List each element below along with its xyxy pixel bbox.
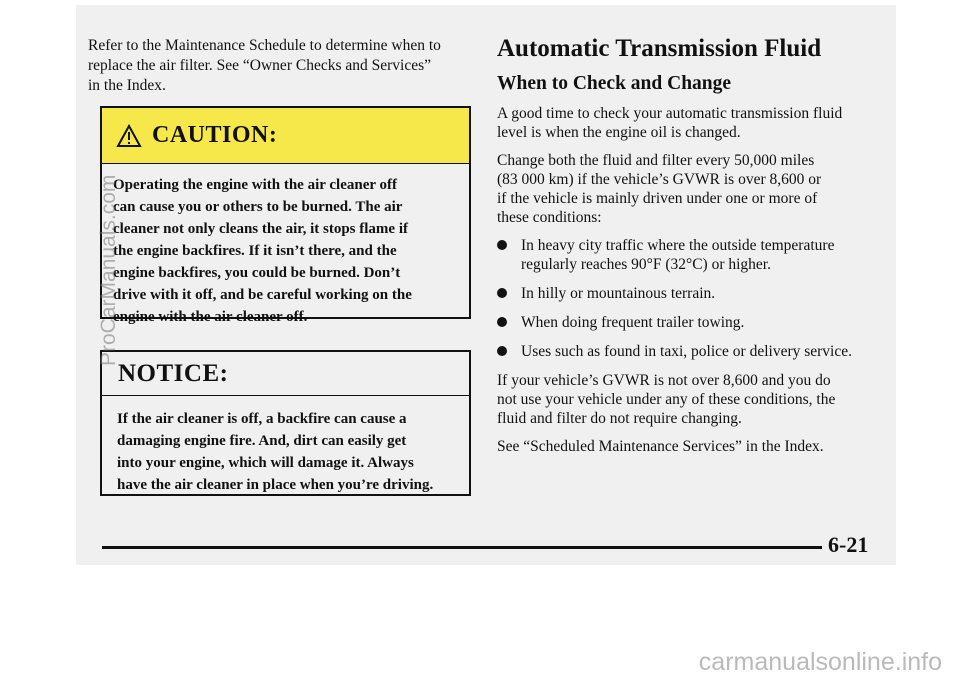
text-line: have the air cleaner in place when you’re driving.: [117, 477, 434, 493]
text-line: In heavy city traffic where the outside temperature: [521, 237, 835, 254]
bottom-watermark: carmanualsonline.info: [698, 648, 942, 676]
paragraph: [497, 151, 877, 227]
page-number: 6-21: [828, 532, 869, 557]
transmission-fluid-section: [497, 34, 877, 465]
conditions-list: [497, 236, 877, 361]
text-line: in the Index.: [88, 77, 166, 94]
bullet-icon: [497, 317, 507, 327]
text-line: replace the air filter. See “Owner Checks and Services”: [88, 57, 431, 74]
bullet-icon: [497, 240, 507, 250]
paragraph: [497, 371, 877, 428]
caution-text: [102, 164, 469, 328]
intro-paragraph: [88, 36, 468, 96]
notice-title: NOTICE:: [118, 359, 229, 387]
text-line: cleaner not only cleans the air, it stops flame if: [113, 221, 408, 237]
text-line: if the vehicle is mainly driven under one or more of: [497, 190, 818, 207]
text-line: (83 000 km) if the vehicle’s GVWR is over 8,600 or: [497, 171, 822, 188]
section-subtitle: When to Check and Change: [497, 73, 732, 94]
warning-triangle-icon: [116, 124, 142, 148]
text-line: Uses such as found in taxi, police or delivery service.: [521, 343, 853, 360]
text-line: engine with the air cleaner off.: [113, 309, 308, 325]
text-line: regularly reaches 90°F (32°C) or higher.: [521, 256, 771, 273]
list-item: [497, 284, 877, 303]
text-line: damaging engine fire. And, dirt can easily get: [117, 433, 407, 449]
section-title: Automatic Transmission Fluid: [497, 35, 822, 62]
text-line: these conditions:: [497, 209, 602, 226]
notice-header: [102, 352, 469, 396]
list-item: [497, 342, 877, 361]
text-line: Refer to the Maintenance Schedule to determine when to: [88, 37, 441, 54]
text-line: into your engine, which will damage it. Always: [117, 455, 414, 471]
notice-text: [102, 396, 469, 496]
watermark-text: ProCarManuals.com: [97, 174, 120, 366]
list-item: [497, 313, 877, 332]
text-line: the engine backfires. If it isn’t there, and the: [113, 243, 397, 259]
caution-box: [100, 106, 471, 325]
list-item: [497, 236, 877, 274]
text-line: level is when the engine oil is changed.: [497, 124, 741, 141]
text-line: engine backfires, you could be burned. Don’t: [113, 265, 401, 281]
text-line: A good time to check your automatic transmission fluid: [497, 105, 843, 122]
text-line: Change both the fluid and filter every 50,000 miles: [497, 152, 815, 169]
footer-rule: [102, 546, 822, 549]
text-line: If your vehicle’s GVWR is not over 8,600 and you do: [497, 372, 831, 389]
text-line: fluid and filter do not require changing.: [497, 410, 742, 427]
paragraph: [497, 104, 877, 142]
text-line: In hilly or mountainous terrain.: [521, 285, 716, 302]
text-line: If the air cleaner is off, a backfire can cause a: [117, 411, 407, 427]
text-line: drive with it off, and be careful working on the: [113, 287, 412, 303]
text-line: See “Scheduled Maintenance Services” in the Index.: [497, 438, 824, 455]
notice-box: [100, 350, 471, 496]
text-line: When doing frequent trailer towing.: [521, 314, 745, 331]
text-line: can cause you or others to be burned. The air: [113, 199, 403, 215]
text-line: not use your vehicle under any of these conditions, the: [497, 391, 836, 408]
text-line: Operating the engine with the air cleaner off: [113, 177, 397, 193]
bullet-icon: [497, 288, 507, 298]
caution-title: CAUTION:: [152, 122, 278, 148]
bullet-icon: [497, 346, 507, 356]
caution-header: [102, 108, 469, 164]
paragraph: [497, 437, 877, 456]
